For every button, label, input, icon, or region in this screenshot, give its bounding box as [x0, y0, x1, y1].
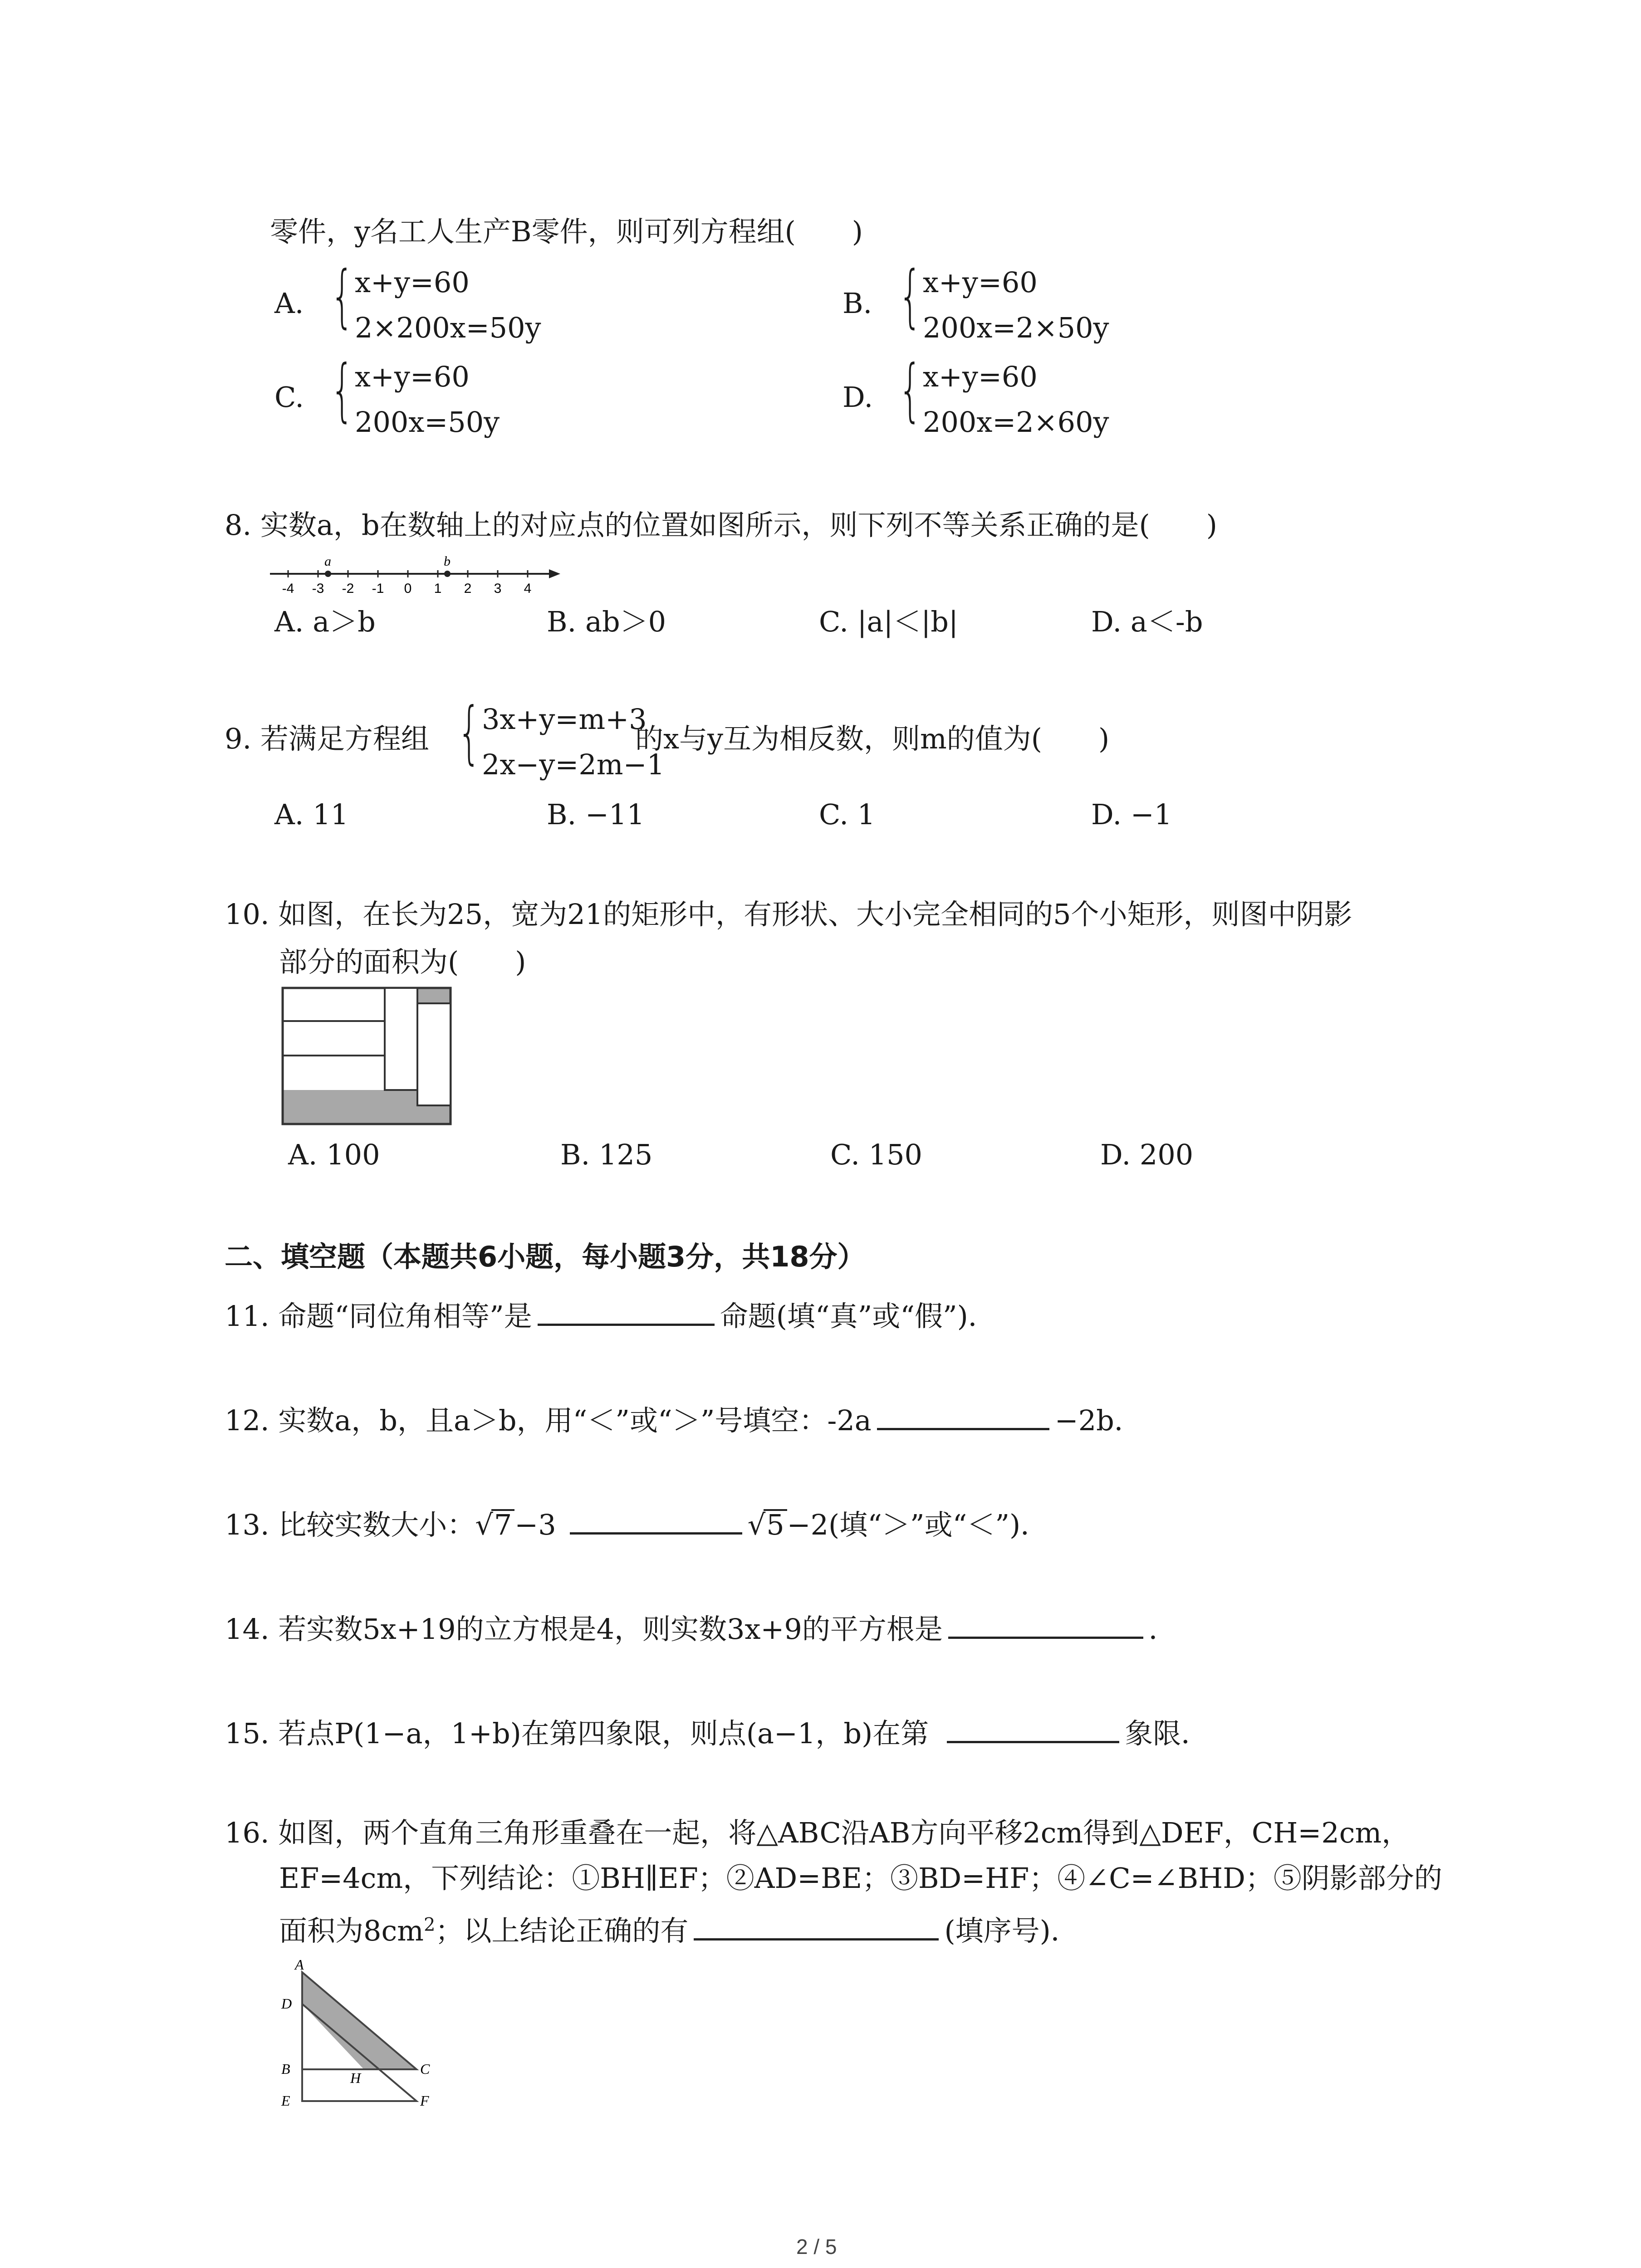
point-a-label: a: [324, 554, 331, 569]
q13-radicand-1: 7: [491, 1509, 514, 1539]
q7-option-d-eq1: x+y=60: [923, 360, 1038, 393]
q7-option-d-label: D.: [843, 381, 873, 414]
q15-post: 象限．: [1125, 1717, 1210, 1750]
label-F: F: [420, 2092, 429, 2109]
point-b: [444, 571, 451, 577]
q9-eq1: 3x+y=m+3: [482, 703, 647, 736]
q16-line3-pre: 面积为8cm: [279, 1914, 424, 1947]
q7-option-a-eq1: x+y=60: [355, 266, 470, 299]
q9-brace: {: [457, 693, 481, 772]
q7-option-c-label: C.: [274, 381, 304, 414]
q13-post: −2(填“＞”或“＜”)．: [787, 1508, 1049, 1541]
q13-pre: 13. 比较实数大小：: [225, 1508, 475, 1541]
q11-answer-blank[interactable]: [538, 1297, 715, 1326]
q11-pre: 11. 命题“同位角相等”是: [225, 1300, 532, 1333]
q7-option-b-eq1: x+y=60: [923, 266, 1038, 299]
point-a: [325, 571, 331, 577]
q15-pre: 15. 若点P(1−a，1+b)在第四象限，则点(a−1，b)在第: [225, 1717, 929, 1750]
q12-post: −2b．: [1054, 1404, 1142, 1437]
q9-option-c: C. 1: [819, 798, 876, 831]
q10-rectangle-figure: [281, 987, 454, 1127]
q16-line3-post: (填序号)．: [944, 1914, 1079, 1947]
q9-option-b: B. −11: [547, 798, 645, 831]
axis-tick-label: -1: [372, 581, 384, 596]
q16-stem-line3: [279, 1912, 1079, 1945]
q14-answer-blank[interactable]: [948, 1610, 1143, 1639]
q16-triangles-figure: [272, 1950, 463, 2118]
label-B: B: [281, 2061, 290, 2077]
q7-option-a-eq2: 2×200x=50y: [355, 311, 541, 344]
axis-tick-label: 3: [494, 581, 502, 596]
q7-option-a-label: A.: [274, 287, 304, 320]
q8-option-c: C. |a|＜|b|: [819, 605, 958, 638]
axis-tick-label: -4: [282, 581, 294, 596]
q16-superscript: 2: [423, 1914, 436, 1936]
q9-stem-post: 的x与y互为相反数，则m的值为( ): [635, 722, 1110, 755]
q10-stem-line2: 部分的面积为( ): [279, 945, 526, 978]
q13-radicand-2: 5: [764, 1509, 787, 1539]
q14-pre: 14. 若实数5x+19的立方根是4，则实数3x+9的平方根是: [225, 1613, 943, 1646]
q7-option-c-brace: {: [330, 351, 354, 430]
q13: [225, 1506, 1048, 1539]
q7-option-d-brace: {: [898, 351, 922, 430]
section-2-heading: 二、填空题（本题共6小题，每小题3分，共18分）: [225, 1240, 866, 1273]
q7-option-c-eq1: x+y=60: [355, 360, 470, 393]
axis-tick-label: 4: [524, 581, 532, 596]
q10-option-c: C. 150: [830, 1138, 922, 1171]
sqrt-sign: √: [747, 1508, 766, 1541]
q8-number-line: [268, 551, 563, 601]
q13-minus-3: −3: [514, 1508, 556, 1541]
axis-tick-label: -2: [342, 581, 354, 596]
label-E: E: [281, 2092, 290, 2109]
q14: [225, 1610, 1177, 1646]
axis-tick-label: 0: [404, 581, 412, 596]
axis-tick-label: 2: [464, 581, 472, 596]
q10-option-a: A. 100: [288, 1138, 380, 1171]
q12: [225, 1402, 1142, 1435]
q16-line3-mid: ；以上结论正确的有: [435, 1914, 689, 1947]
label-H: H: [350, 2070, 361, 2086]
q8-option-d: D. a＜-b: [1091, 605, 1203, 638]
q14-post: ．: [1148, 1613, 1177, 1646]
axis-tick-label: 1: [434, 581, 442, 596]
point-b-label: b: [444, 554, 451, 569]
q10-option-b: B. 125: [560, 1138, 653, 1171]
page-number: 2 / 5: [796, 2235, 837, 2258]
q15: [225, 1715, 1209, 1748]
q10-option-d: D. 200: [1100, 1138, 1194, 1171]
q10-stem-line1: 10. 如图，在长为25，宽为21的矩形中，有形状、大小完全相同的5个小矩形，则图中阴影: [225, 898, 1352, 931]
q8-option-a: A. a＞b: [274, 605, 376, 638]
q16-answer-blank[interactable]: [694, 1912, 939, 1941]
q15-answer-blank[interactable]: [947, 1715, 1119, 1743]
q7-option-b-eq2: 200x=2×50y: [923, 311, 1109, 344]
q11: [225, 1297, 996, 1333]
q9-stem-pre: 9. 若满足方程组: [225, 722, 429, 755]
label-C: C: [420, 2061, 430, 2077]
q8-stem: 8. 实数a，b在数轴上的对应点的位置如图所示，则下列不等关系正确的是( ): [225, 508, 1217, 542]
q7-option-b-brace: {: [898, 257, 922, 336]
q9-eq2: 2x−y=2m−1: [482, 748, 665, 781]
q9-option-a: A. 11: [274, 798, 349, 831]
q7-option-d-eq2: 200x=2×60y: [923, 406, 1109, 439]
axis-tick-label: -3: [312, 581, 324, 596]
q13-answer-blank[interactable]: [570, 1506, 742, 1535]
q16-stem-line2: EF=4cm，下列结论：①BH∥EF；②AD=BE；③BD=HF；④∠C=∠BHD；⑤阴影部分的: [279, 1862, 1442, 1895]
q12-answer-blank[interactable]: [877, 1402, 1049, 1430]
sqrt-sign: √: [475, 1508, 493, 1541]
q16-stem-line1: 16. 如图，两个直角三角形重叠在一起，将△ABC沿AB方向平移2cm得到△DEF，CH=2cm，: [225, 1816, 1410, 1849]
q12-pre: 12. 实数a，b，且a＞b，用“＜”或“＞”号填空：-2a: [225, 1404, 872, 1437]
q7-option-a-brace: {: [330, 257, 354, 336]
q8-option-b: B. ab＞0: [547, 605, 666, 638]
q9-option-d: D. −1: [1091, 798, 1172, 831]
q7-stem-continued: 零件，y名工人生产B零件，则可列方程组( ): [270, 215, 863, 248]
label-D: D: [281, 1995, 292, 2012]
q11-post: 命题(填“真”或“假”)．: [720, 1300, 996, 1333]
q7-option-b-label: B.: [843, 287, 872, 320]
q7-option-c-eq2: 200x=50y: [355, 406, 500, 439]
label-A: A: [295, 1956, 304, 1973]
